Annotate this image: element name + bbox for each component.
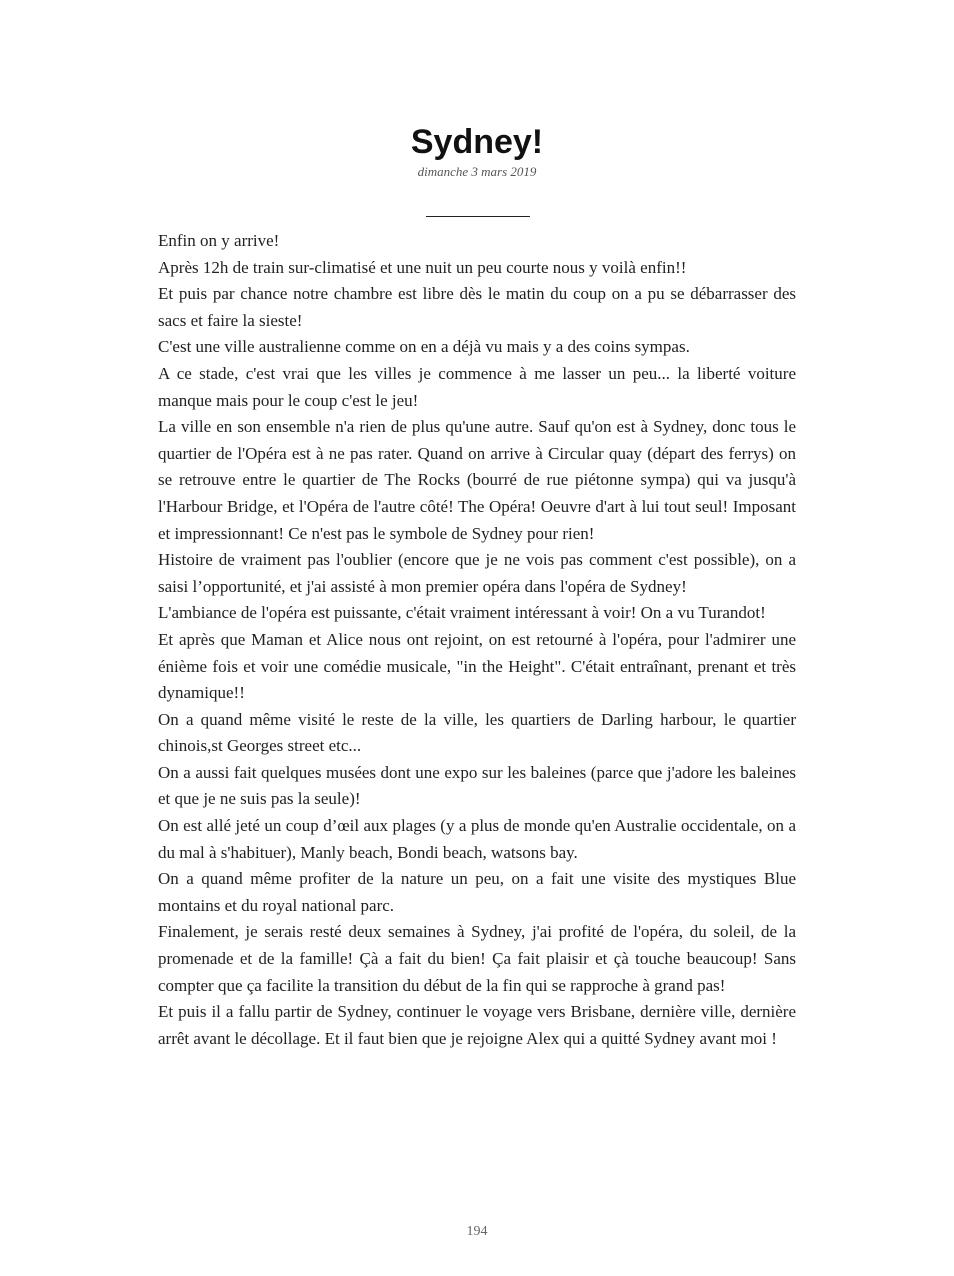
paragraph: Finalement, je serais resté deux semaines à Sydney, j'ai profité de l'opéra, du soleil, de la promenade et de la famille! Çà a fait du bien! Ça fait plaisir et çà touche beaucoup! Sans compter que ça facilite la transition du début de la fin qui se rapproche à grand pas! <box>158 922 796 995</box>
paragraph: Après 12h de train sur-climatisé et une nuit un peu courte nous y voilà enfin!! <box>158 257 687 277</box>
paragraph: Et puis par chance notre chambre est libre dès le matin du coup on a pu se débarrasser des sacs et faire la sieste! <box>158 284 796 330</box>
paragraph: A ce stade, c'est vrai que les villes je commence à me lasser un peu... la liberté voiture manque mais pour le coup c'est le jeu! <box>158 363 796 410</box>
paragraph: La ville en son ensemble n'a rien de plus qu'une autre. Sauf qu'on est à Sydney, donc tous le quartier de l'Opéra est à ne pas rater. Quand on arrive à Circular quay (départ des ferrys) on se retrouve entre le quartier de The Rocks (bourré de rue piétonne sympa) qui va jusqu'à l'Harbour Bridge, et l'Opéra de l'autre côté! The Opéra! Oeuvre d'art à lui tout seul! Imposant et impressionnant! Ce n'est pas le symbole de Sydney pour rien! <box>158 417 796 543</box>
title-divider <box>426 216 530 217</box>
article-body <box>158 228 796 1052</box>
paragraph: L'ambiance de l'opéra est puissante, c'était vraiment intéressant à voir! On a vu Turandot! <box>158 603 766 623</box>
paragraph: Histoire de vraiment pas l'oublier (encore que je ne vois pas comment c'est possible), on a saisi l’opportunité, et j'ai assisté à mon premier opéra dans l'opéra de Sydney! <box>158 550 796 596</box>
paragraph: On a quand même visité le reste de la ville, les quartiers de Darling harbour, le quartier chinois,st Georges street etc... <box>158 709 796 756</box>
paragraph: On a quand même profiter de la nature un peu, on a fait une visite des mystiques Blue montains et du royal national parc. <box>158 869 796 915</box>
paragraph: Enfin on y arrive! <box>158 231 280 250</box>
page-title: Sydney! <box>410 123 544 161</box>
paragraph: On est allé jeté un coup d’œil aux plages (y a plus de monde qu'en Australie occidentale, on a du mal à s'habituer), Manly beach, Bondi beach, watsons bay. <box>158 816 796 862</box>
post-date: dimanche 3 mars 2019 <box>417 164 537 179</box>
page-number: 194 <box>466 1224 488 1239</box>
paragraph: On a aussi fait quelques musées dont une expo sur les baleines (parce que j'adore les baleines et que je ne suis pas la seule)! <box>158 762 796 809</box>
paragraph: Et après que Maman et Alice nous ont rejoint, on est retourné à l'opéra, pour l'admirer une énième fois et voir une comédie musicale, "in the Height". C'était entraînant, prenant et très dynamique!! <box>158 629 796 703</box>
paragraph: C'est une ville australienne comme on en a déjà vu mais y a des coins sympas. <box>158 337 690 357</box>
paragraph: Et puis il a fallu partir de Sydney, continuer le voyage vers Brisbane, dernière ville, dernière arrêt avant le décollage. Et il faut bien que je rejoigne Alex qui a quitté Sydney avant moi ! <box>158 1002 796 1048</box>
